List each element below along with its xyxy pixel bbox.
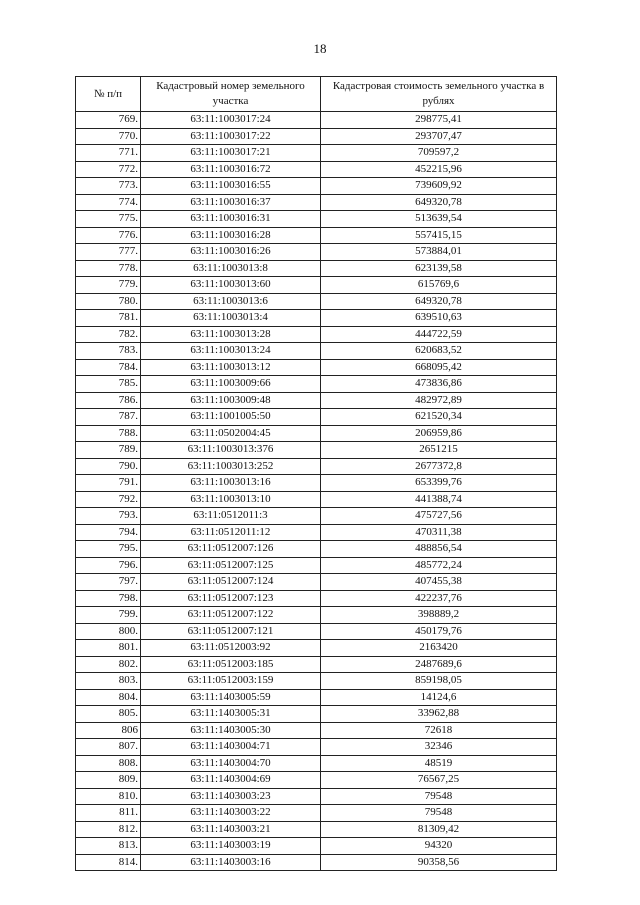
row-number-cell: 797.	[76, 574, 141, 591]
row-number-cell: 776.	[76, 227, 141, 244]
cadastral-value-cell: 94320	[321, 838, 557, 855]
table-row	[76, 590, 557, 607]
cadastral-number-cell: 63:11:0512003:92	[141, 640, 321, 657]
row-number-cell: 785.	[76, 376, 141, 393]
row-number-cell: 781.	[76, 310, 141, 327]
table-row	[76, 458, 557, 475]
cadastral-number-cell: 63:11:1003009:48	[141, 392, 321, 409]
row-number-cell: 782.	[76, 326, 141, 343]
cadastral-number-cell: 63:11:1403005:30	[141, 722, 321, 739]
cadastral-number-cell: 63:11:1003013:6	[141, 293, 321, 310]
row-number-cell: 771.	[76, 145, 141, 162]
table-row	[76, 359, 557, 376]
cadastral-number-cell: 63:11:1403003:23	[141, 788, 321, 805]
cadastral-value-cell: 482972,89	[321, 392, 557, 409]
cadastral-value-cell: 2651215	[321, 442, 557, 459]
cadastral-number-cell: 63:11:1003013:16	[141, 475, 321, 492]
cadastral-value-cell: 441388,74	[321, 491, 557, 508]
table-row	[76, 706, 557, 723]
row-number-cell: 793.	[76, 508, 141, 525]
table-row	[76, 475, 557, 492]
cadastral-number-cell: 63:11:1003016:55	[141, 178, 321, 195]
header-cadastral-value: Кадастровая стоимость земельного участка в рублях	[321, 77, 557, 112]
cadastral-value-cell: 90358,56	[321, 854, 557, 871]
cadastral-number-cell: 63:11:1003013:24	[141, 343, 321, 360]
row-number-cell: 792.	[76, 491, 141, 508]
table-row	[76, 656, 557, 673]
cadastral-number-cell: 63:11:1003013:28	[141, 326, 321, 343]
cadastral-value-cell: 473836,86	[321, 376, 557, 393]
table-row	[76, 425, 557, 442]
row-number-cell: 803.	[76, 673, 141, 690]
row-number-cell: 770.	[76, 128, 141, 145]
table-row	[76, 376, 557, 393]
cadastral-number-cell: 63:11:1003016:31	[141, 211, 321, 228]
table-body	[76, 112, 557, 871]
table-row	[76, 689, 557, 706]
table-row	[76, 277, 557, 294]
cadastral-number-cell: 63:11:1003017:22	[141, 128, 321, 145]
cadastral-value-cell: 639510,63	[321, 310, 557, 327]
cadastral-value-cell: 475727,56	[321, 508, 557, 525]
cadastral-value-cell: 623139,58	[321, 260, 557, 277]
table-row	[76, 541, 557, 558]
cadastral-number-cell: 63:11:0512007:126	[141, 541, 321, 558]
cadastral-value-cell: 79548	[321, 788, 557, 805]
row-number-cell: 794.	[76, 524, 141, 541]
table-row	[76, 821, 557, 838]
row-number-cell: 790.	[76, 458, 141, 475]
table-row	[76, 722, 557, 739]
cadastral-number-cell: 63:11:1003016:26	[141, 244, 321, 261]
cadastral-number-cell: 63:11:1003013:4	[141, 310, 321, 327]
cadastral-number-cell: 63:11:0512007:121	[141, 623, 321, 640]
cadastral-number-cell: 63:11:1003013:10	[141, 491, 321, 508]
cadastral-value-cell: 298775,41	[321, 112, 557, 129]
cadastral-value-cell: 709597,2	[321, 145, 557, 162]
page-number: 18	[313, 41, 327, 56]
cadastral-value-cell: 32346	[321, 739, 557, 756]
table-row	[76, 524, 557, 541]
table-row	[76, 310, 557, 327]
cadastral-value-cell: 76567,25	[321, 772, 557, 789]
cadastral-value-cell: 739609,92	[321, 178, 557, 195]
table-row	[76, 491, 557, 508]
cadastral-number-cell: 63:11:0512007:122	[141, 607, 321, 624]
cadastral-value-cell: 72618	[321, 722, 557, 739]
cadastral-value-cell: 206959,86	[321, 425, 557, 442]
cadastral-value-cell: 649320,78	[321, 194, 557, 211]
cadastral-value-table	[75, 76, 557, 871]
cadastral-number-cell: 63:11:0512007:125	[141, 557, 321, 574]
cadastral-value-cell: 79548	[321, 805, 557, 822]
table-row	[76, 508, 557, 525]
cadastral-value-cell: 2487689,6	[321, 656, 557, 673]
cadastral-number-cell: 63:11:1003017:24	[141, 112, 321, 129]
table-row	[76, 178, 557, 195]
cadastral-value-cell: 470311,38	[321, 524, 557, 541]
row-number-cell: 807.	[76, 739, 141, 756]
table-row	[76, 260, 557, 277]
row-number-cell: 784.	[76, 359, 141, 376]
row-number-cell: 814.	[76, 854, 141, 871]
cadastral-value-cell: 573884,01	[321, 244, 557, 261]
cadastral-number-cell: 63:11:0512007:124	[141, 574, 321, 591]
cadastral-value-cell: 653399,76	[321, 475, 557, 492]
cadastral-value-cell: 615769,6	[321, 277, 557, 294]
table-row	[76, 442, 557, 459]
cadastral-number-cell: 63:11:1403003:19	[141, 838, 321, 855]
row-number-cell: 810.	[76, 788, 141, 805]
cadastral-value-cell: 488856,54	[321, 541, 557, 558]
cadastral-value-cell: 2677372,8	[321, 458, 557, 475]
cadastral-value-cell: 485772,24	[321, 557, 557, 574]
table-row	[76, 755, 557, 772]
cadastral-number-cell: 63:11:1003016:28	[141, 227, 321, 244]
row-number-cell: 796.	[76, 557, 141, 574]
row-number-cell: 805.	[76, 706, 141, 723]
table-row	[76, 574, 557, 591]
row-number-cell: 779.	[76, 277, 141, 294]
cadastral-number-cell: 63:11:0512011:3	[141, 508, 321, 525]
table-row	[76, 607, 557, 624]
row-number-cell: 769.	[76, 112, 141, 129]
table-row	[76, 557, 557, 574]
cadastral-value-cell: 668095,42	[321, 359, 557, 376]
row-number-cell: 808.	[76, 755, 141, 772]
cadastral-value-cell: 621520,34	[321, 409, 557, 426]
row-number-cell: 787.	[76, 409, 141, 426]
cadastral-value-cell: 14124,6	[321, 689, 557, 706]
row-number-cell: 789.	[76, 442, 141, 459]
cadastral-number-cell: 63:11:1403004:70	[141, 755, 321, 772]
table-row	[76, 112, 557, 129]
cadastral-number-cell: 63:11:1403004:69	[141, 772, 321, 789]
table-row	[76, 145, 557, 162]
row-number-cell: 813.	[76, 838, 141, 855]
cadastral-number-cell: 63:11:0512011:12	[141, 524, 321, 541]
row-number-cell: 791.	[76, 475, 141, 492]
cadastral-number-cell: 63:11:1003013:252	[141, 458, 321, 475]
cadastral-value-cell: 649320,78	[321, 293, 557, 310]
row-number-cell: 777.	[76, 244, 141, 261]
cadastral-value-cell: 293707,47	[321, 128, 557, 145]
row-number-cell: 788.	[76, 425, 141, 442]
table-row	[76, 326, 557, 343]
table-row	[76, 161, 557, 178]
table-row	[76, 409, 557, 426]
row-number-cell: 806	[76, 722, 141, 739]
table-row	[76, 640, 557, 657]
cadastral-number-cell: 63:11:1003013:12	[141, 359, 321, 376]
cadastral-number-cell: 63:11:1001005:50	[141, 409, 321, 426]
row-number-cell: 778.	[76, 260, 141, 277]
table-row	[76, 392, 557, 409]
cadastral-value-cell: 2163420	[321, 640, 557, 657]
table-row	[76, 293, 557, 310]
cadastral-number-cell: 63:11:1003016:37	[141, 194, 321, 211]
cadastral-value-cell: 452215,96	[321, 161, 557, 178]
row-number-cell: 795.	[76, 541, 141, 558]
row-number-cell: 809.	[76, 772, 141, 789]
row-number-cell: 786.	[76, 392, 141, 409]
row-number-cell: 799.	[76, 607, 141, 624]
row-number-cell: 798.	[76, 590, 141, 607]
row-number-cell: 775.	[76, 211, 141, 228]
header-cadastral-number: Кадастровый номер земельного участка	[141, 77, 321, 112]
cadastral-number-cell: 63:11:0512007:123	[141, 590, 321, 607]
row-number-cell: 772.	[76, 161, 141, 178]
cadastral-number-cell: 63:11:1003013:376	[141, 442, 321, 459]
cadastral-number-cell: 63:11:1403005:31	[141, 706, 321, 723]
row-number-cell: 802.	[76, 656, 141, 673]
table-row	[76, 194, 557, 211]
cadastral-number-cell: 63:11:1403003:16	[141, 854, 321, 871]
cadastral-value-cell: 444722,59	[321, 326, 557, 343]
row-number-cell: 811.	[76, 805, 141, 822]
cadastral-number-cell: 63:11:1403003:21	[141, 821, 321, 838]
table-row	[76, 739, 557, 756]
table-row	[76, 805, 557, 822]
table-row	[76, 244, 557, 261]
table-row	[76, 673, 557, 690]
row-number-cell: 804.	[76, 689, 141, 706]
table-row	[76, 211, 557, 228]
cadastral-value-cell: 422237,76	[321, 590, 557, 607]
table-row	[76, 788, 557, 805]
table-row	[76, 128, 557, 145]
cadastral-number-cell: 63:11:1003013:60	[141, 277, 321, 294]
cadastral-value-cell: 859198,05	[321, 673, 557, 690]
cadastral-value-cell: 513639,54	[321, 211, 557, 228]
table-row	[76, 623, 557, 640]
table-row	[76, 838, 557, 855]
table-row	[76, 343, 557, 360]
cadastral-number-cell: 63:11:1003013:8	[141, 260, 321, 277]
cadastral-number-cell: 63:11:1003016:72	[141, 161, 321, 178]
header-number: № п/п	[76, 77, 141, 112]
row-number-cell: 800.	[76, 623, 141, 640]
row-number-cell: 780.	[76, 293, 141, 310]
row-number-cell: 774.	[76, 194, 141, 211]
row-number-cell: 783.	[76, 343, 141, 360]
cadastral-number-cell: 63:11:1003009:66	[141, 376, 321, 393]
table-row	[76, 772, 557, 789]
cadastral-value-cell: 450179,76	[321, 623, 557, 640]
cadastral-value-cell: 81309,42	[321, 821, 557, 838]
cadastral-value-cell: 48519	[321, 755, 557, 772]
table-row	[76, 227, 557, 244]
table-row	[76, 854, 557, 871]
cadastral-value-cell: 407455,38	[321, 574, 557, 591]
cadastral-number-cell: 63:11:1403005:59	[141, 689, 321, 706]
cadastral-value-cell: 398889,2	[321, 607, 557, 624]
cadastral-value-cell: 33962,88	[321, 706, 557, 723]
table-header-row	[76, 77, 557, 112]
cadastral-number-cell: 63:11:0512003:159	[141, 673, 321, 690]
row-number-cell: 812.	[76, 821, 141, 838]
cadastral-number-cell: 63:11:0502004:45	[141, 425, 321, 442]
cadastral-number-cell: 63:11:1003017:21	[141, 145, 321, 162]
row-number-cell: 801.	[76, 640, 141, 657]
cadastral-value-cell: 557415,15	[321, 227, 557, 244]
cadastral-number-cell: 63:11:1403003:22	[141, 805, 321, 822]
row-number-cell: 773.	[76, 178, 141, 195]
cadastral-number-cell: 63:11:1403004:71	[141, 739, 321, 756]
cadastral-value-cell: 620683,52	[321, 343, 557, 360]
cadastral-number-cell: 63:11:0512003:185	[141, 656, 321, 673]
